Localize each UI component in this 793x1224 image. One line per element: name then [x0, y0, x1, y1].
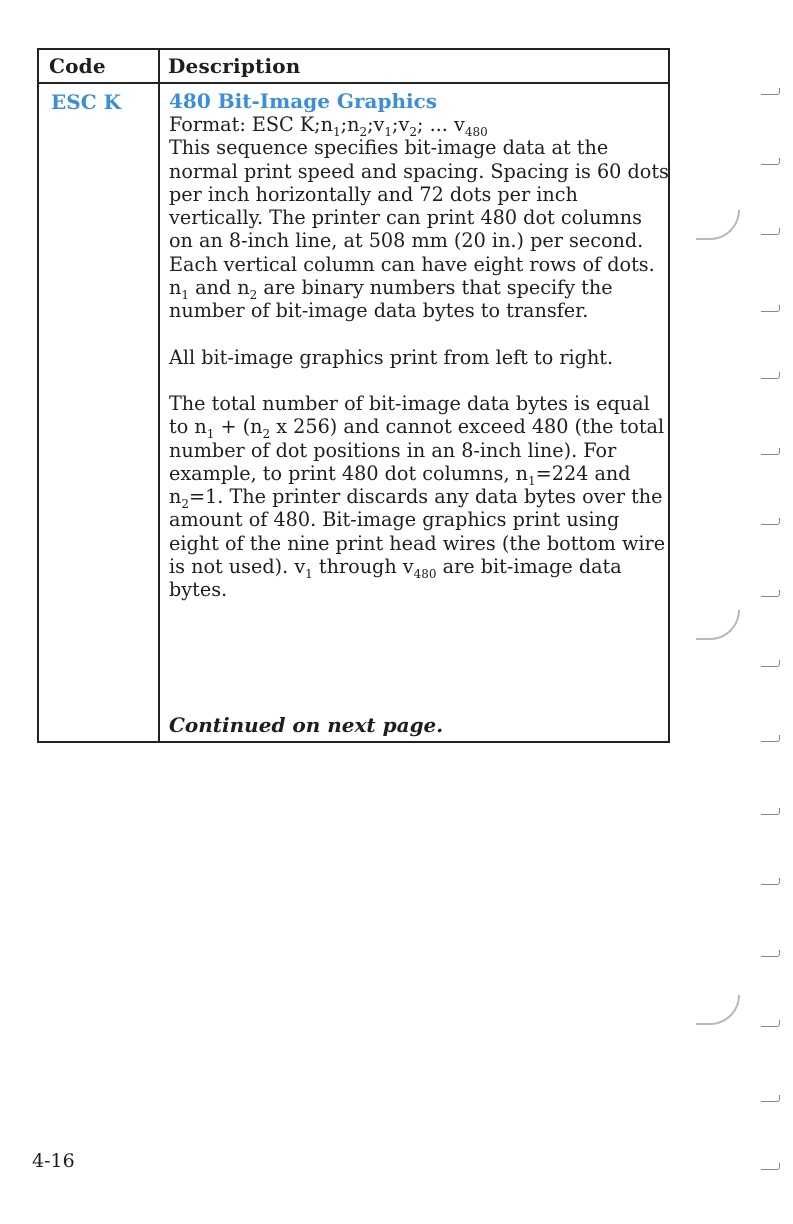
description-column-header: Description [168, 54, 301, 78]
binder-tab-mark [761, 518, 780, 525]
command-table [37, 48, 670, 743]
binder-tab-mark [761, 735, 780, 742]
page-number: 4-16 [32, 1150, 75, 1172]
binder-tab-mark [761, 808, 780, 815]
binder-tab-mark [761, 1095, 780, 1102]
binder-tab-mark [761, 878, 780, 885]
binder-tab-mark [761, 305, 780, 312]
binder-tab-mark [761, 88, 780, 95]
description-cell [169, 90, 669, 602]
binder-tab-mark [761, 372, 780, 379]
binder-hole-mark [696, 210, 740, 240]
binder-hole-mark [696, 995, 740, 1025]
binder-tab-mark [761, 228, 780, 235]
header-divider [39, 82, 668, 84]
binder-tab-mark [761, 158, 780, 165]
binder-tab-mark [761, 448, 780, 455]
continued-note: Continued on next page. [169, 713, 444, 737]
column-divider [158, 50, 160, 741]
command-code: ESC K [51, 90, 121, 114]
paragraph-print-direction: All bit-image graphics print from left to right. [169, 345, 614, 369]
binder-hole-mark [696, 610, 740, 640]
command-title: 480 Bit-Image Graphics [169, 89, 438, 113]
binder-tab-mark [761, 590, 780, 597]
command-format: Format: ESC $K;n_1;n_2;v_1;v_2$; ... $v_{480}$ [169, 113, 488, 139]
binder-tab-mark [761, 950, 780, 957]
code-column-header: Code [49, 54, 106, 78]
paragraph-n1-n2: $n_1$ and $n_2$ are binary numbers that specify the number of bit-image data bytes to transfer. [169, 276, 613, 323]
paragraph-sequence-overview: This sequence specifies bit-image data at the normal print speed and spacing. Spacing is 60 dots per inch horizontally and 72 dots per inch vertically. The printer can print 480 dot columns on an 8-inch line, at 508 mm (20 in.) per second. Each vertical column can have eight rows of dots. [169, 136, 669, 276]
binder-tab-mark [761, 660, 780, 667]
binder-tab-mark [761, 1020, 780, 1027]
binder-tab-mark [761, 1163, 780, 1170]
paragraph-byte-count: The total number of bit-image data bytes is equal to $n_1 + (n_2$ x 256) and cannot exceed 480 (the total number of dot positions in an 8-inch line). For example, to print 480 dot columns, $n_1=224$ and $n_2=1$. The printer discards any data bytes over the amount of 480. Bit-image graphics print using eight of the nine print head wires (the bottom wire is not used). $v_1$ through $v_{480}$ are bit-image data bytes. [169, 391, 666, 602]
